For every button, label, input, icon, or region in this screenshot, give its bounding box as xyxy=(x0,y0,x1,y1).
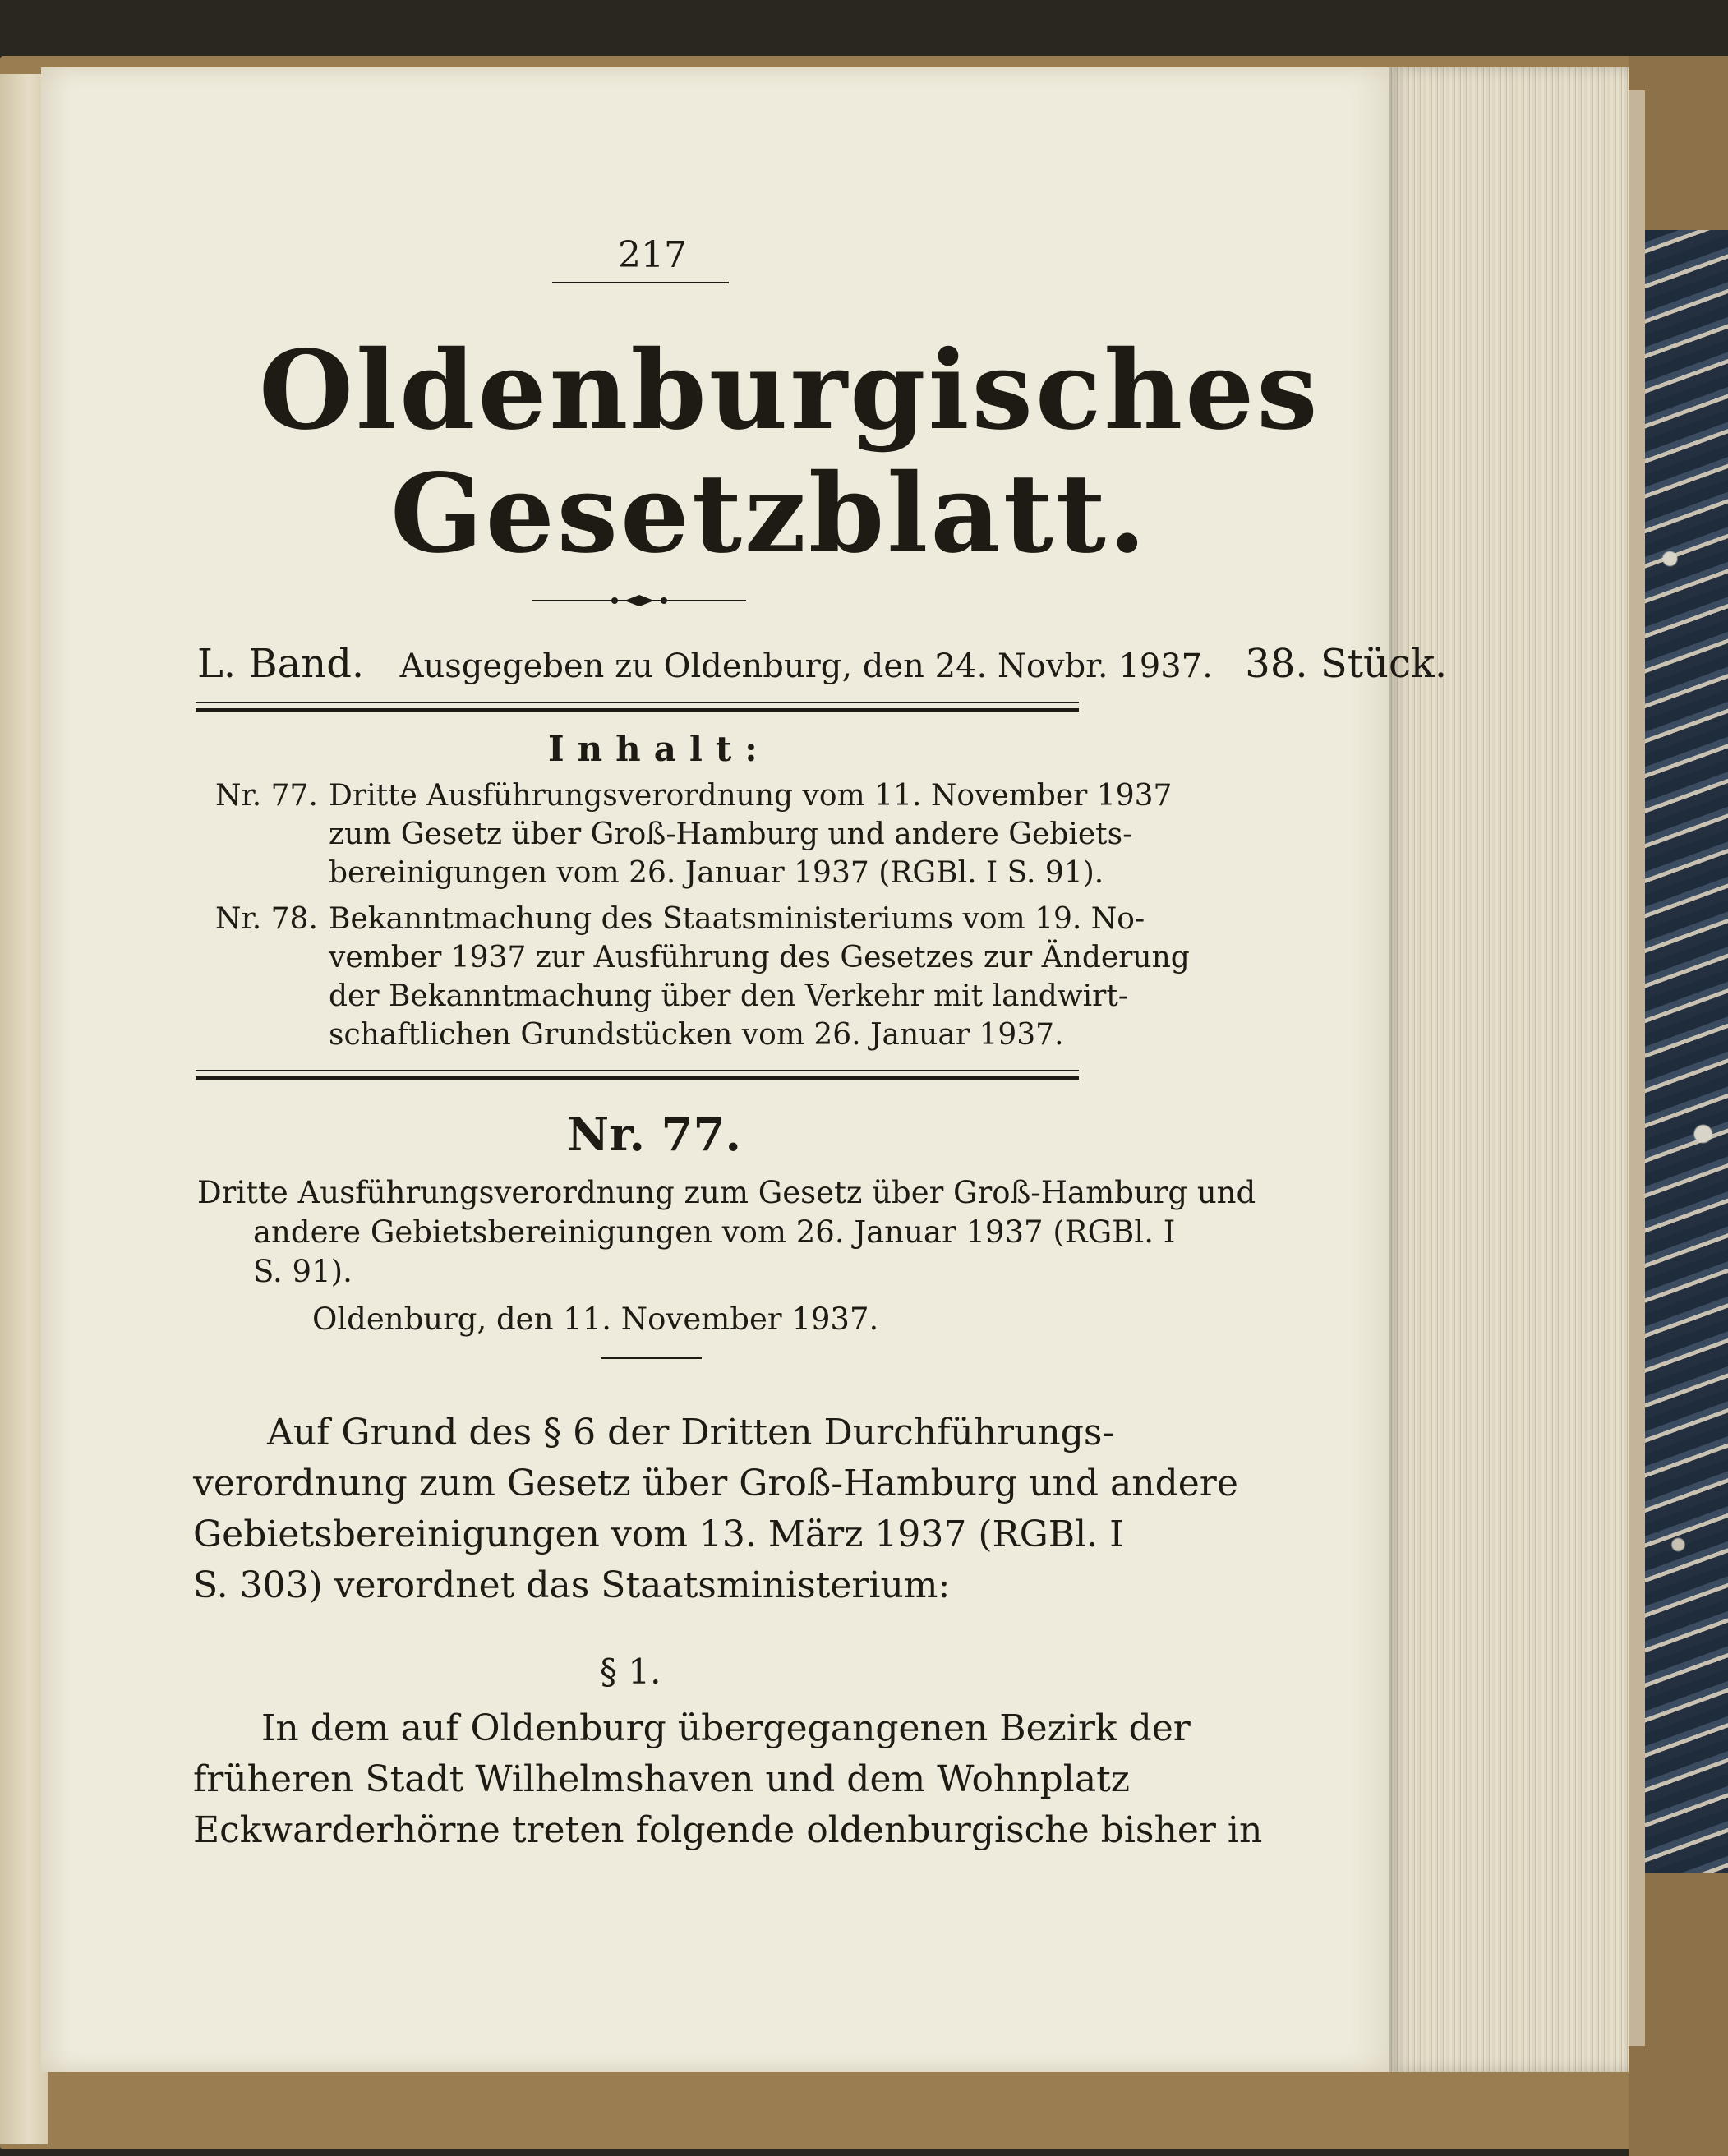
preamble-line: S. 303) verordnet das Staatsministerium: xyxy=(193,1564,951,1606)
page-number-rule xyxy=(552,282,729,283)
contents-entry-number: Nr. 77. xyxy=(215,779,318,813)
contents-entry-line: der Bekanntmachung über den Verkehr mit landwirt- xyxy=(329,979,1128,1013)
contents-double-rule-top xyxy=(196,1070,1079,1071)
issue-date: Ausgegeben zu Oldenburg, den 24. Novbr. 1937. xyxy=(399,647,1213,685)
contents-entry-line: vember 1937 zur Ausführung des Gesetzes zur Änderung xyxy=(329,941,1190,974)
page-stack-edges xyxy=(1389,67,1629,2072)
contents-heading: Inhalt: xyxy=(548,729,771,769)
dateline-rule xyxy=(601,1357,702,1359)
preamble-line: Auf Grund des § 6 der Dritten Durchführungs- xyxy=(267,1412,1115,1453)
paragraph-line: Eckwarderhörne treten folgende oldenburgische bisher in xyxy=(193,1809,1263,1851)
header-double-rule-bottom xyxy=(196,708,1079,712)
contents-entry-line: schaftlichen Grundstücken vom 26. Januar 1937. xyxy=(329,1018,1064,1052)
section-subtitle-line: andere Gebietsbereinigungen vom 26. Januar 1937 (RGBl. I xyxy=(253,1214,1176,1250)
ornament-divider xyxy=(532,592,746,610)
cover-edge-strip xyxy=(1629,90,1645,2046)
issue-line xyxy=(197,641,1447,687)
section-dateline: Oldenburg, den 11. November 1937. xyxy=(312,1301,879,1337)
contents-entry-line: bereinigungen vom 26. Januar 1937 (RGBl. I S. 91). xyxy=(329,856,1104,890)
section-subtitle-line: S. 91). xyxy=(253,1254,353,1289)
contents-entry-line: Bekanntmachung des Staatsministeriums vom 19. No- xyxy=(329,902,1145,936)
section-subtitle-line: Dritte Ausführungsverordnung zum Gesetz über Groß-Hamburg und xyxy=(197,1175,1256,1210)
contents-double-rule-bottom xyxy=(196,1076,1079,1080)
contents-entry-line: Dritte Ausführungsverordnung vom 11. November 1937 xyxy=(329,779,1173,813)
contents-entry-number: Nr. 78. xyxy=(215,902,318,936)
paragraph-line: In dem auf Oldenburg übergegangenen Bezirk der xyxy=(261,1707,1191,1749)
page-number: 217 xyxy=(618,234,687,276)
preamble-line: verordnung zum Gesetz über Groß-Hamburg und andere xyxy=(193,1463,1238,1504)
paragraph-mark: § 1. xyxy=(600,1652,661,1692)
issue-number: 38. Stück. xyxy=(1245,641,1448,687)
paragraph-line: früheren Stadt Wilhelmshaven und dem Wohnplatz xyxy=(193,1758,1130,1800)
preamble-line: Gebietsbereinigungen vom 13. März 1937 (RGBl. I xyxy=(193,1513,1124,1555)
masthead-title-line1: Oldenburgisches xyxy=(259,327,1320,454)
masthead-title-line2: Gesetzblatt. xyxy=(390,450,1149,578)
section-number: Nr. 77. xyxy=(567,1108,741,1162)
header-double-rule-top xyxy=(196,702,1079,703)
contents-entry-line: zum Gesetz über Groß-Hamburg und andere Gebiets- xyxy=(329,818,1133,851)
marbled-endpaper xyxy=(1645,230,1728,1873)
volume-label: L. Band. xyxy=(197,641,365,687)
